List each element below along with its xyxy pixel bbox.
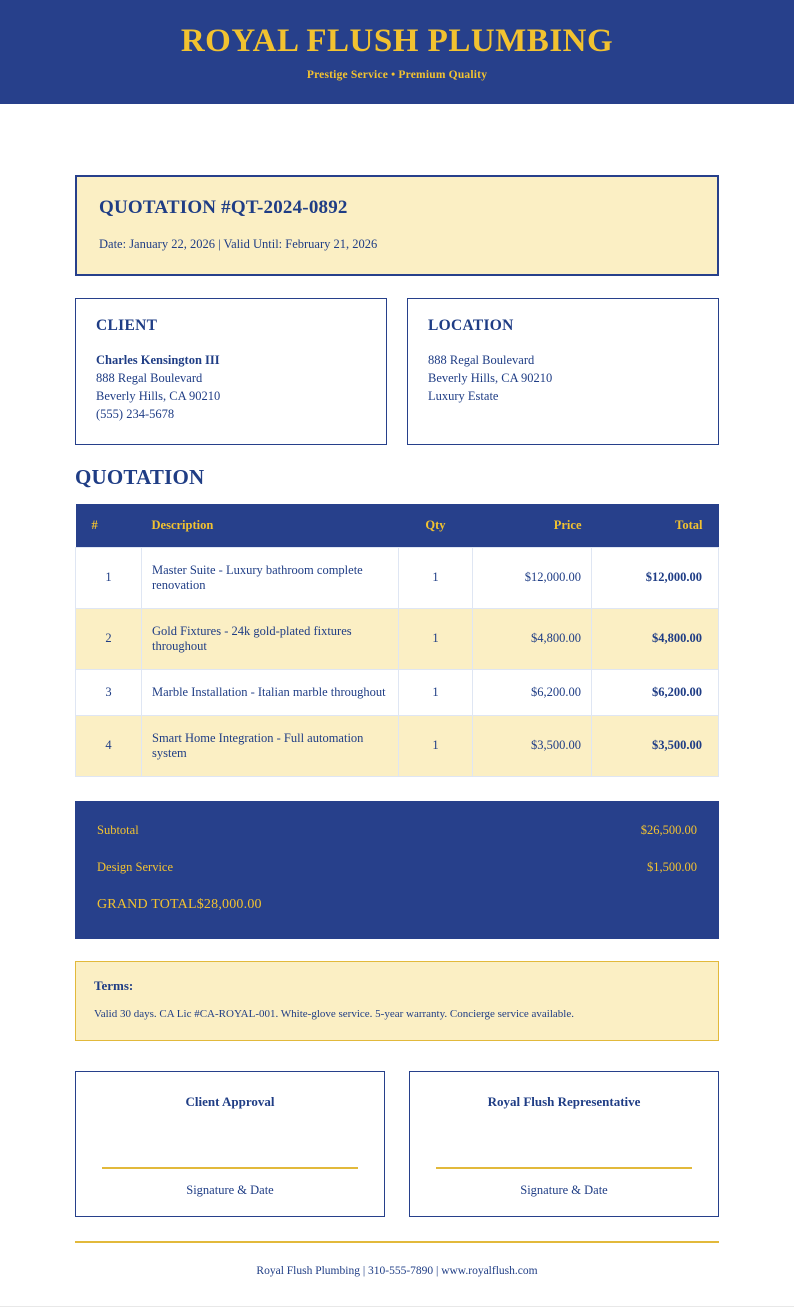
cell-number: 3 — [76, 669, 142, 715]
terms-box — [75, 961, 719, 1041]
design-service-value: $1,500.00 — [647, 859, 697, 874]
cell-total: $6,200.00 — [592, 669, 719, 715]
subtotal-value: $26,500.00 — [640, 822, 697, 837]
table-row — [76, 715, 719, 776]
representative-signature-title: Royal Flush Representative — [487, 1093, 641, 1109]
representative-signature-caption: Signature & Date — [520, 1182, 608, 1197]
representative-signature-box[interactable] — [409, 1071, 719, 1217]
cell-price: $6,200.00 — [473, 669, 592, 715]
client-signature-caption: Signature & Date — [186, 1182, 274, 1197]
column-header-description: Description — [142, 504, 399, 548]
cell-qty: 1 — [399, 715, 473, 776]
line-items-table — [75, 504, 719, 777]
table-row — [76, 669, 719, 715]
client-address-line-2: Beverly Hills, CA 90210 — [96, 389, 221, 404]
table-row — [76, 608, 719, 669]
client-info-box — [75, 298, 387, 445]
items-section-title: QUOTATION — [75, 464, 205, 489]
line-items-body — [76, 547, 719, 776]
client-signature-title: Client Approval — [185, 1093, 275, 1109]
footer-contact: Royal Flush Plumbing | 310-555-7890 | www.royalflush.com — [256, 1264, 538, 1277]
cell-price: $3,500.00 — [473, 715, 592, 776]
quotation-number: QUOTATION #QT-2024-0892 — [99, 197, 348, 218]
cell-total: $4,800.00 — [592, 608, 719, 669]
page-header-banner — [0, 0, 794, 104]
client-heading: CLIENT — [96, 317, 158, 334]
cell-description: Gold Fixtures - 24k gold-plated fixtures throughout — [142, 608, 399, 669]
cell-number: 2 — [76, 608, 142, 669]
subtotal-row — [97, 823, 697, 838]
cell-description: Marble Installation - Italian marble throughout — [142, 669, 399, 715]
grand-total-row: GRAND TOTAL$28,000.00 — [97, 896, 262, 912]
client-signature-line — [102, 1167, 358, 1169]
column-header-number: # — [76, 504, 142, 548]
cell-price: $12,000.00 — [473, 547, 592, 608]
company-name: ROYAL FLUSH PLUMBING — [180, 22, 614, 59]
cell-description: Smart Home Integration - Full automation system — [142, 715, 399, 776]
cell-total: $12,000.00 — [592, 547, 719, 608]
column-header-price: Price — [473, 504, 592, 548]
cell-price: $4,800.00 — [473, 608, 592, 669]
terms-title: Terms: — [94, 977, 134, 993]
client-address-line-1: 888 Regal Boulevard — [96, 371, 203, 386]
location-address-line-3: Luxury Estate — [428, 389, 499, 404]
location-address-line-1: 888 Regal Boulevard — [428, 353, 535, 367]
quotation-dates: Date: January 22, 2026 | Valid Until: February 21, 2026 — [99, 237, 378, 251]
representative-signature-line — [436, 1167, 692, 1169]
cell-total: $3,500.00 — [592, 715, 719, 776]
design-service-row — [97, 860, 697, 875]
spacer — [75, 104, 719, 175]
column-header-qty: Qty — [399, 504, 473, 548]
client-phone: (555) 234-5678 — [96, 407, 175, 422]
cell-number: 1 — [76, 547, 142, 608]
footer-divider — [75, 1241, 719, 1243]
cell-qty: 1 — [399, 547, 473, 608]
cell-qty: 1 — [399, 669, 473, 715]
cell-qty: 1 — [399, 608, 473, 669]
company-tagline: Prestige Service • Premium Quality — [306, 69, 488, 82]
quotation-summary-banner — [75, 175, 719, 276]
cell-description: Master Suite - Luxury bathroom complete renovation — [142, 547, 399, 608]
design-service-label: Design Service — [97, 859, 174, 874]
client-name: Charles Kensington III — [96, 353, 220, 367]
totals-panel — [75, 801, 719, 939]
location-heading: LOCATION — [428, 317, 514, 334]
subtotal-label: Subtotal — [97, 822, 139, 837]
client-signature-box[interactable] — [75, 1071, 385, 1217]
location-address-line-2: Beverly Hills, CA 90210 — [428, 371, 553, 386]
location-info-box — [407, 298, 719, 445]
column-header-total: Total — [592, 504, 719, 548]
document-body — [0, 104, 794, 1307]
party-info-row — [75, 298, 719, 445]
table-row — [76, 547, 719, 608]
signature-row — [75, 1071, 719, 1217]
cell-number: 4 — [76, 715, 142, 776]
terms-body: Valid 30 days. CA Lic #CA-ROYAL-001. White-glove service. 5-year warranty. Concierge service available. — [94, 1007, 574, 1020]
line-items-header — [76, 504, 719, 548]
table-header-row — [76, 504, 719, 548]
